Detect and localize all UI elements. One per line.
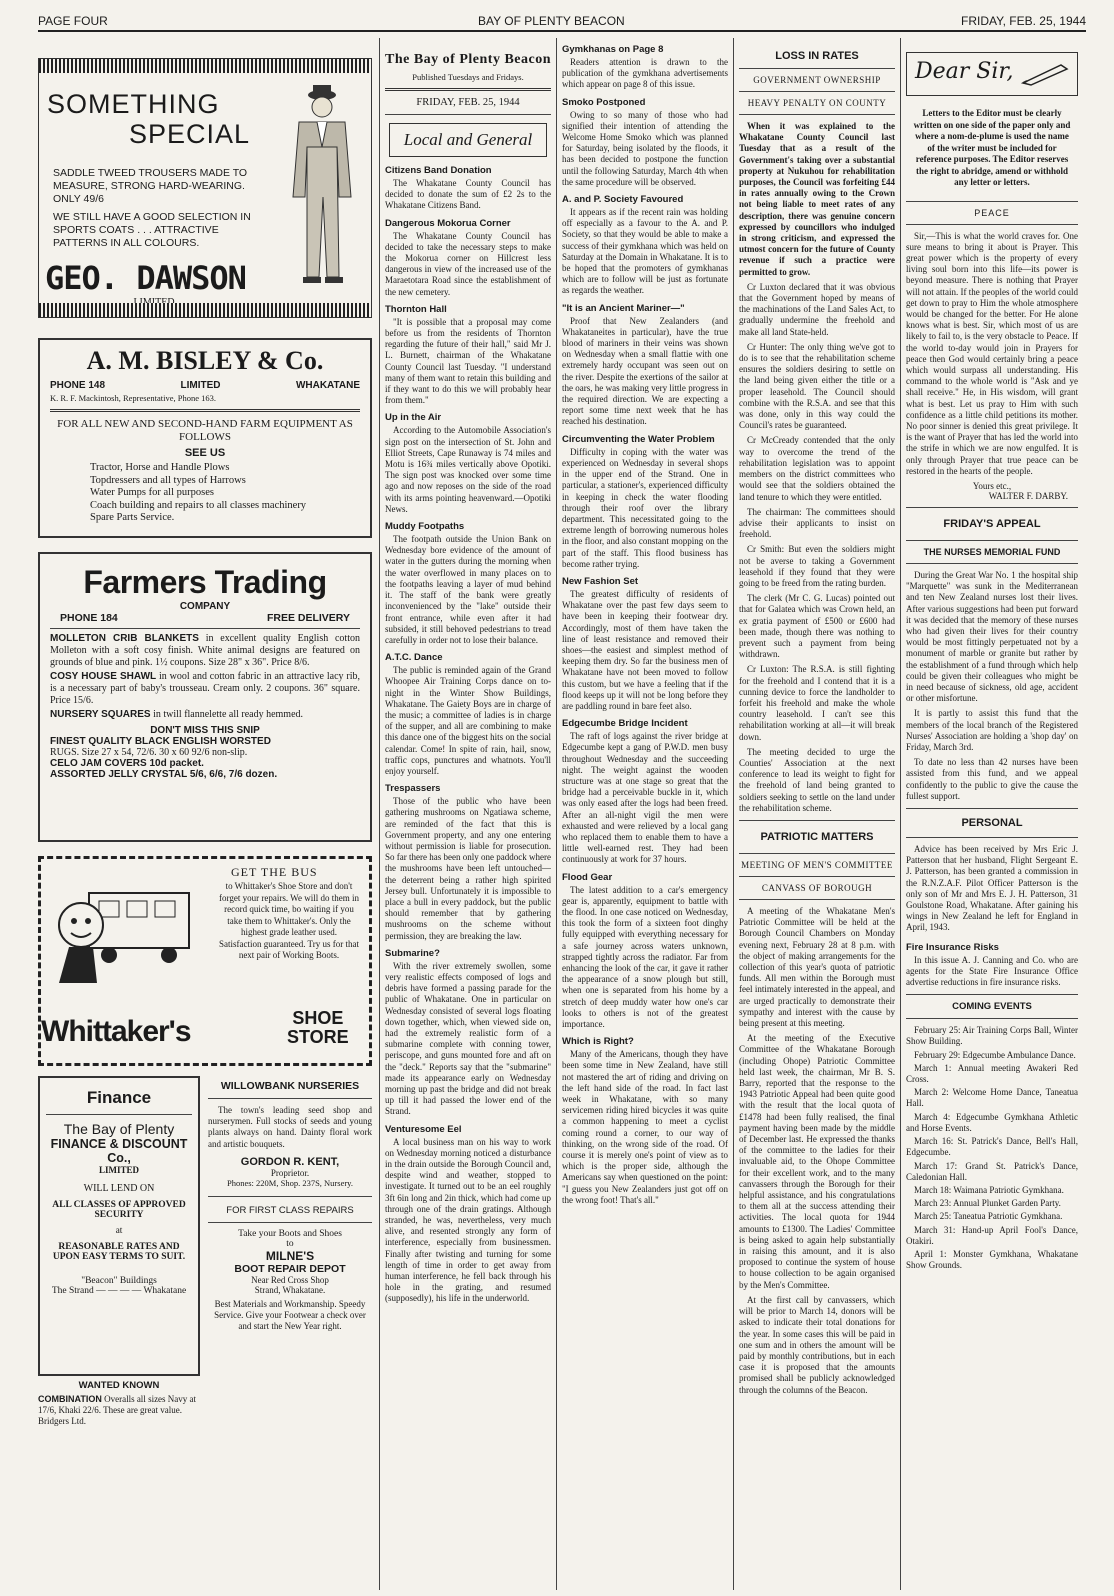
- news-item-text: Proof that New Zealanders (and Whakataneites in particular), have the true blood of mariners in their veins was shown on Wednesday when a small flattie with one extremely hardy occupant was seen out on the river. Despite the exertions of the sailor at the oars, he was making very little progress in the required direction. We are expecting a report some time next week that he has reached his destination.: [562, 315, 728, 427]
- event-item: April 1: Monster Gymkhana, Whakatane Show Grounds.: [906, 1248, 1078, 1271]
- product-shawl: COSY HOUSE SHAWL in wool and cotton fabric in an attractive lacy rib, is a necessary part of baby's trousseau. Cream only. 2 coupons. 36" square. Price 15/6.: [50, 671, 360, 706]
- ad-text: The town's leading seed shop and nurserymen. Full stocks of seeds and young plants always on hand. Dainty floral work and artistic bouquets.: [208, 1105, 372, 1149]
- article-subheading: HEAVY PENALTY ON COUNTY: [747, 98, 887, 108]
- ad-text: to Whittaker's Shoe Store and don't forget your repairs. We will do them in record quick time, bo waiting if you take them to Whittaker's. Only the highest grade leather used. Satisfaction guaranteed. Try us for that next pair of Working Boots.: [219, 881, 359, 960]
- at-label: at: [115, 1226, 123, 1236]
- shop-name: MILNE'S: [265, 1248, 315, 1263]
- news-item-text: The greatest difficulty of residents of Whakatane over the past few days seem to have been in keeping their footwear dry. Accordingly, most of them have taken the line of least resistance and removed their shoes—the easiest and simplest method of keeping them dry. So far the business men of Whakatane have not been moved to follow this custom, but we have a feeling that if the flood keeps up it will not be long before they are paddling round in bare feet also.: [562, 588, 728, 711]
- page-header: [38, 8, 1086, 32]
- news-item-text: "It is possible that a proposal may come before us from the residents of Thornton regarding the future of their hall," said Mr J. L. Burnett, chairman of the Whakatane County Council last Tuesday. "I understand many of them want to retain this building and if they want to do this we will probably hear from them.": [385, 316, 551, 406]
- article-subheading: MEETING OF MEN'S COMMITTEE: [741, 859, 893, 870]
- bisley-advertisement: [38, 338, 372, 538]
- paragraph: The clerk (Mr C. G. Lucas) pointed out that for Galatea which was Crown held, an ex gratia payment of £500 or £600 had been made, though there was nothing to prevent such a payment from being withdrawn.: [739, 593, 895, 660]
- events-list: [906, 1025, 1078, 1271]
- news-item-headline: A. and P. Society Favoured: [562, 194, 684, 206]
- wanted-known-text: COMBINATION Overalls all sizes Navy at 17/6, Khaki 22/6. These are great value. Bridgers Ltd.: [38, 1394, 197, 1426]
- ad-title: FOR FIRST CLASS REPAIRS: [226, 1204, 354, 1216]
- issue-date: FRIDAY, FEB. 25, 1944: [416, 97, 520, 108]
- local-news-list: [385, 165, 551, 1305]
- whittaker-advertisement: [38, 856, 372, 1066]
- news-item-text: Owing to so many of those who had signified their intention of attending the Welcome Home Smoko which was planned for Saturday, being isolated by the floods, it has been decided to postpone the function until the following Saturday, March 4th when the same procedure will be observed.: [562, 109, 728, 187]
- phone-number: PHONE 148: [50, 380, 106, 391]
- column-divider: [379, 38, 380, 1590]
- store-name: Whittaker's: [41, 1015, 191, 1048]
- news-item-text: The footpath outside the Union Bank on Wednesday bore evidence of the amount of water in the gutters during the morning when the water overflowed in many places on to the footpaths leaving a layer of mud behind it. The staff of the bank were greatly inconvenienced by the "lake" outside their front entrance, while even after it had subsided, it still behoved pedestrians to tread carefully in order not to lose their balance.: [385, 534, 551, 645]
- publication-days: Published Tuesdays and Fridays.: [412, 72, 524, 82]
- news-item-headline: Dangerous Mokorua Corner: [385, 217, 511, 229]
- see-us-label: SEE US: [184, 447, 226, 459]
- news-item-text: The raft of logs against the river bridge at Edgecumbe kept a gang of P.W.D. men busy throughout Wednesday and the succeeding night. The weight against the wooden structure was at one stage so great that the bridge had a perceivable buckle in it, which was only eased after the logs had been freed. After an all-night vigil the men were exhausted and were relieved by a local gang who replaced them to enable them to have a little well-earned rest. They had been continuously at work for 37 hours.: [562, 731, 728, 865]
- proprietor-label: Proprietor.: [270, 1167, 310, 1178]
- ad-title: Finance: [86, 1088, 152, 1107]
- article-headline: LOSS IN RATES: [775, 50, 859, 62]
- delivery-label: FREE DELIVERY: [266, 612, 350, 624]
- news-column-5: [906, 38, 1078, 1590]
- news-item-text: Difficulty in coping with the water was experienced on Wednesday in several shops in the upper end of the Strand. One in particular, a stationer's, experienced difficulty in keeping in check the water flooding through their roof over the library department. This necessitated going to the extreme length of borrowing numerous holes in the floor, and also constant mopping on the part of the staff. This flood business has become rather trying.: [562, 446, 728, 569]
- list-item: Topdressers and all types of Harrows: [90, 474, 246, 486]
- pen-icon: [1021, 61, 1071, 87]
- news-column-3: [562, 38, 728, 1590]
- page-number: PAGE FOUR: [38, 14, 108, 28]
- event-item: March 4: Edgecumbe Gymkhana Athletic and Horse Events.: [906, 1111, 1078, 1133]
- letters-banner: [906, 52, 1078, 96]
- news-item-text: With the river extremely swollen, some very realistic effects composed of logs and debris have formed a passing parade for the public of Whakatane. One in particular on Wednesday consisted of several logs floating down together, which, when viewed side on, had the extremely realistic form of a submarine complete with conning tower, periscope, and guns mounted fore and aft on the "deck." Reports say that the "submarine" made its appearance early on Wednesday morning up past the bridge and did not break up till it had passed the lower end of the Strand.: [385, 960, 551, 1117]
- company-name: The Bay of Plenty: [63, 1121, 175, 1137]
- paragraph: Cr Smith: But even the soldiers might not be averse to taking a Government leasehold if they found that they were going to be freed from the rating burden.: [739, 544, 895, 588]
- phone-numbers: Phones: 220M, Shop. 237S, Nursery.: [226, 1177, 353, 1188]
- issue-date: FRIDAY, FEB. 25, 1944: [961, 14, 1086, 28]
- limited-label: LIMITED: [180, 380, 221, 391]
- paragraph: The meeting decided to urge the Counties' Association at the next conference to lead its weight to fight for the freehold of land being granted to soldiers seeking to settle on the land under the rehabilitation scheme.: [739, 746, 895, 813]
- store-name: GEO. DAWSON: [45, 259, 246, 297]
- willowbank-advertisement: [208, 1080, 372, 1188]
- article-subheading: THE NURSES MEMORIAL FUND: [923, 546, 1061, 557]
- dawson-advertisement: [38, 58, 372, 318]
- shoe-label: SHOE: [292, 1008, 344, 1028]
- trousers-text: SADDLE TWEED TROUSERS MADE TO MEASURE, STRONG HARD-WEARING. ONLY 49/6: [53, 167, 248, 205]
- news-item-headline: Circumventing the Water Problem: [562, 433, 715, 445]
- news-column-4: [739, 38, 895, 1590]
- event-item: March 23: Annual Plunket Garden Party.: [914, 1198, 1061, 1209]
- event-item: March 1: Annual meeting Awakeri Red Cross.: [906, 1062, 1078, 1085]
- ad-text: Best Materials and Workmanship. Speedy Service. Give your Footwear a check over and start the New Year right.: [214, 1298, 366, 1331]
- fire-insurance-text: In this issue A. J. Canning and Co. who are agents for the State Fire Insurance Office advertise reductions in fire insurance risks.: [906, 954, 1078, 988]
- news-item-headline: Gymkhanas on Page 8: [562, 44, 664, 55]
- paragraph: It is partly to assist this fund that the members of the local branch of the Registered Nurses' Association are holding a 'shop day' on Friday, March 3rd.: [906, 708, 1078, 753]
- limited-label: LIMITED: [98, 1165, 139, 1175]
- event-item: March 17: Grand St. Patrick's Dance, Caledonian Hall.: [906, 1160, 1078, 1182]
- rates-label: REASONABLE RATES AND UPON EASY TERMS TO SUIT.: [52, 1242, 186, 1262]
- event-item: March 16: St. Patrick's Dance, Bell's Hall, Edgecumbe.: [906, 1136, 1078, 1158]
- company-name: FINANCE & DISCOUNT Co.,: [50, 1137, 188, 1165]
- rugs-prices: RUGS. Size 27 x 54, 72/6. 30 x 60 92/6 non-slip.: [50, 747, 248, 758]
- news-item-text: Those of the public who have been gathering mushrooms on Ngatiawa scheme, are reminded of the fact that this is Government property, and any one entering without permission is liable for prosecution. So far there has been only one paddock where the mushrooms have been left untouched—the deterrent being a rather high spirited Jersey bull. Unfortunately it is impossible to place a bull in every paddock, but the public should remember that by gathering mushrooms on the scheme without permission, they are breaking the law.: [385, 796, 551, 941]
- letter-text: Sir,—This is what the world craves for. One sure means to bring it about is Prayer. This great power which is the property of every living soul born into this life—its power is beyond measure. There is nothing that Prayer will not attain. If the peoples of the world could get down to pray to Him the whole atmosphere would be changed for the better. For He alone knows what is best. Sir, which most of us are likely to fail to, is the very obstacle to Peace. If the world to-day would join in Prayers for peace then God would certainly bring a peace which would surpass all understanding. His command to the whole world is "Ask and ye shall receive." He, in His wisdom, will grant what is best. Let us pray to Him with such confidence as a little child petitions its mother. No poor sinner is denied this great privilege. It is the want of Prayer that has led the world into the strife in which we are now engulfed. It is only through Prayer that true peace can be restored in the hearts of the people.: [906, 230, 1078, 476]
- company-name: Farmers Trading: [83, 564, 327, 600]
- article-headline: PERSONAL: [961, 817, 1023, 830]
- column-divider: [556, 38, 557, 1590]
- article-body: [739, 282, 895, 814]
- event-item: March 25: Taneatua Patriotic Gymkhana.: [914, 1211, 1063, 1222]
- coats-text: WE STILL HAVE A GOOD SELECTION IN SPORTS COATS . . . ATTRACTIVE PATTERNS IN ALL COLOURS.: [53, 211, 251, 249]
- letter-signature: WALTER F. DARBY.: [988, 490, 1068, 501]
- event-item: March 18: Waimana Patriotic Gymkhana.: [914, 1184, 1064, 1195]
- news-item-text: A local business man on his way to work on Wednesday morning noticed a disturbance in the drain outside the Borough Council and, despite wind and weather, stopped to investigate. It turned out to be an eel roughly 3ft 6in long and 2in thick, which had come up through one of the drain gratings. Although stranded, he was, nevertheless, very much alive, and resented strongly any form of interference, especially from businessmen. Finally after twisting and turning for some length of time in order to get away from human interference, he fell back through his hole in the grating, and resumed (supposedly), his life in the underworld.: [385, 1136, 551, 1304]
- article-headline: Fire Insurance Risks: [906, 941, 999, 953]
- news-item-headline: Up in the Air: [385, 412, 442, 424]
- address-line: "Beacon" Buildings: [81, 1276, 157, 1286]
- store-label: STORE: [287, 1027, 349, 1047]
- letters-policy: Letters to the Editor must be clearly written on one side of the paper only and where a nom-de-plume is used the name of the writer must be included for reference purposes. The Editor reserves the right to abridge, amend or withhold any letter or letters.: [913, 108, 1071, 187]
- milne-advertisement: [208, 1205, 372, 1332]
- news-item-headline: Citizens Band Donation: [385, 165, 492, 176]
- paragraph: Cr Luxton: The R.S.A. is still fighting for the freehold and I contend that it is a cunning device to force the landholder to forfeit his freehold and make the whole country leasehold. I can't see this rehabilitation working at all—it will break down.: [739, 664, 895, 742]
- event-item: February 25: Air Training Corps Ball, Winter Show Building.: [906, 1025, 1078, 1047]
- paragraph: The chairman: The committees should advise their applicants to insist on freehold.: [739, 506, 895, 540]
- paragraph: To date no less than 42 nurses have been assisted from this fund, and we appeal confidently to the public to give the cause the fullest support.: [906, 757, 1078, 801]
- news-item-headline: Thornton Hall: [385, 303, 447, 315]
- shop-name: BOOT REPAIR DEPOT: [234, 1262, 346, 1275]
- paragraph: During the Great War No. 1 the hospital ship "Marquette" was sunk in the Mediterranean and ten New Zealand nurses lost their lives. After various suggestions had been put forward it was decided that the memory of these nurses who had given their lives for their country would be most fittingly perpetuated not by a monument of marble or granite but rather by the establishment of a fund through which help could be given their colleagues who might be in need because of sickness, old age, accident or other misfortune.: [906, 569, 1078, 704]
- ad-headline: GET THE BUS: [231, 865, 318, 879]
- ad-text: Take your Boots and Shoes: [238, 1228, 342, 1239]
- advertisement-column: [38, 38, 372, 1590]
- product-blankets: MOLLETON CRIB BLANKETS in excellent quality English cotton Molleton with a soft cosy finish. White animal designs are featured on grounds of blue and pink. 1½ coupons. Size 28" x 36". Price 8/6.: [50, 633, 360, 668]
- notice-title: WANTED KNOWN: [78, 1380, 160, 1391]
- ad-headline: SOMETHING: [47, 89, 220, 119]
- company-name: A. M. BISLEY & Co.: [86, 346, 324, 375]
- paragraph: Cr Hunter: The only thing we've got to do is to see that the rehabilitation scheme ensures the soldiers desiring to settle on the land being given either the title or a proper leasehold. The Council should combine with the R.S.A. and see that this was done, only in this way could the Council's rates be guaranteed.: [739, 341, 895, 431]
- column-divider: [900, 38, 901, 1590]
- article-body: [906, 570, 1078, 802]
- news-item-headline: Muddy Footpaths: [385, 521, 465, 533]
- list-item: Spare Parts Service.: [90, 512, 175, 523]
- news-item-text: According to the Automobile Association's sign post on the intersection of St. John and Elliot Streets, Cape Runaway is 74 miles and Motu is 16¾ miles vertically above Opotiki. The sign post was knocked over some time ago and now reposes on the side of the road with its arms pointing heavenward.—Opotiki News.: [385, 425, 551, 514]
- dear-sir-heading: Dear Sir,: [915, 59, 1014, 84]
- celo-line: CELO JAM COVERS 10d packet.: [50, 758, 204, 769]
- news-item-text: Readers attention is drawn to the publication of the gymkhana advertisements which appear on page 8 of this issue.: [562, 57, 728, 90]
- news-item-text: The Whakatane County Council has decided to take the necessary steps to make the Mokorua corner on Hillcrest less dangerous in view of the increased use of the Maraetotara Road since the establishment of the new cemetery.: [385, 230, 551, 297]
- paragraph: At the meeting of the Executive Committee of the Whakatane Borough (including Ohope) Patriotic Committee held last week, the chairman, Mr B. S. Barry, reported that the response to the 1943 Patriotic Appeal had been quite good with the result that the local quota of £1478 had been fully realised, the final payment having been made by the middle of December last. He expressed the thanks of the committee to the ladies for their invaluable aid, to the Ohope Committee for their excellent work, and to the many canvassers through the Borough for their helpful assistance, and his congratulations to them all at the success attending their activities. The local quota for 1944 amounts to £1300. The Ladies' Committee is being asked to again help substantially in raising this amount, and it is also proposed to continue the system of house to house collection to be again organised by the Men's Committee.: [739, 1033, 895, 1290]
- news-item-text: Many of the Americans, though they have been some time in New Zealand, have still not mastered the art of riding and driving on the left hand side of the road. In fact last week in Whakatane, with so many servicemen riding hired bicycles it was quite a common happening to meet a cyclist coming round a corner, to our way of thinking, on the wrong side of the road. Of course it is merely one's point of view as to which is the proper side, although the Americans say when questioned on the point: "I guess you New Zealanders just got off on the wrong foot! That's all.": [562, 1049, 728, 1205]
- list-item: Water Pumps for all purposes: [90, 487, 214, 498]
- wanted-known-notice: [38, 1380, 200, 1391]
- news-item-text: The Whakatane County Council has decided to donate the sum of £2 2s to the Whakatane Citizens Band.: [385, 178, 551, 211]
- company-label: COMPANY: [179, 601, 231, 612]
- equipment-intro: FOR ALL NEW AND SECOND-HAND FARM EQUIPMENT AS FOLLOWS: [57, 418, 353, 443]
- jelly-line: ASSORTED JELLY CRYSTAL 5/6, 6/6, 7/6 dozen.: [50, 769, 278, 780]
- list-item: Coach building and repairs to all classes machinery: [90, 499, 307, 511]
- news-item-headline: New Fashion Set: [562, 575, 639, 587]
- finance-advertisement: [38, 1076, 200, 1376]
- news-item-headline: Which is Right?: [562, 1036, 634, 1048]
- section-heading: Local and General: [389, 123, 547, 157]
- security-label: ALL CLASSES OF APPROVED SECURITY: [52, 1200, 186, 1220]
- phone-number: PHONE 184: [60, 612, 118, 624]
- town-name: WHAKATANE: [295, 380, 360, 391]
- ad-headline: SPECIAL: [129, 119, 251, 149]
- event-item: February 29: Edgecumbe Ambulance Dance.: [914, 1049, 1076, 1060]
- article-subheading: CANVASS OF BOROUGH: [761, 882, 873, 893]
- paper-name: BAY OF PLENTY BEACON: [478, 14, 625, 28]
- letter-closing: Yours etc.,: [972, 480, 1012, 491]
- rugs-line: FINEST QUALITY BLACK ENGLISH WORSTED: [50, 736, 271, 747]
- address-line: The Strand — — — — Whakatane: [51, 1286, 187, 1296]
- news-column-2: [385, 38, 551, 1590]
- local-news-list: [562, 44, 728, 1206]
- event-item: March 2: Welcome Home Dance, Taneatua Hall.: [906, 1087, 1078, 1109]
- news-item-text: The latest addition to a car's emergency gear is, apparently, equipment to battle with the flood. In one case noticed on Wednesday, this took the form of a sixteen foot dinghy fully equipped with everything necessary for a safe journey across waters unknown, strapped tightly across the radiator. Far from enhancing the look of the car, it gave it rather the appearance of a snow plough but still, when one is separated from his home by a stretch of deep muddy water how one's car looks to others is not of the greatest importance.: [562, 884, 728, 1030]
- event-item: March 31: Hand-up April Fool's Dance, Otakiri.: [906, 1224, 1078, 1246]
- news-item-headline: "It is an Ancient Mariner—": [562, 302, 685, 314]
- news-item-headline: Flood Gear: [562, 871, 613, 883]
- paragraph: Cr McCready contended that the only way to overcome the trend of the rehabilitation legislation was to appoint members on the district committees who would see that the soldiers obtained the land tenure to which they were entitled.: [739, 435, 895, 502]
- news-item-headline: Venturesome Eel: [385, 1123, 462, 1135]
- address-line: Strand, Whakatane.: [254, 1284, 326, 1295]
- news-item-headline: Trespassers: [385, 783, 441, 795]
- ad-border-bottom: [39, 303, 371, 317]
- article-lead: When it was explained to the Whakatane County Council last Tuesday that as a result of the Government's taking over a substantial property at Nukuhou for rehabilitation purposes, the Council was forfeiting £44 in rates annually owing to the Crown not being liable to meet rates of any description, there was genuine concern expressed by councillors who indulged in strong criticism, and expressed the utmost concern for the future of County revenue if such a practice were permitted to grow.: [739, 121, 895, 277]
- article-headline: FRIDAY'S APPEAL: [943, 517, 1041, 530]
- article-body: [739, 906, 895, 1396]
- column-divider: [733, 38, 734, 1590]
- letter-title: PEACE: [974, 207, 1010, 218]
- paragraph: At the first call by canvassers, which will be prior to March 14, donors will be asked to indicate their total donations for the year. In some cases this will be paid in one sum and in others the amount will be paid by monthly contributions, but in each case it is proposed that the amounts promised shall be publicly acknowledged through the columns of the Beacon.: [739, 1294, 895, 1395]
- snip-label: DON'T MISS THIS SNIP: [150, 725, 260, 736]
- paragraph: Cr Luxton declared that it was obvious that the Government hoped by means of the machinations of the Land Sales Act, to gradually undermine the freehold and make all land State-held.: [739, 281, 895, 337]
- list-item: Tractor, Horse and Handle Plows: [90, 462, 230, 473]
- product-squares: NURSERY SQUARES in twill flannelette all ready hemmed.: [50, 709, 304, 720]
- address-line: Near Red Cross Shop: [251, 1274, 329, 1285]
- news-item-headline: Submarine?: [385, 947, 440, 959]
- news-item-headline: Edgecumbe Bridge Incident: [562, 718, 688, 730]
- events-heading: COMING EVENTS: [952, 1001, 1032, 1013]
- lend-label: WILL LEND ON: [83, 1183, 155, 1194]
- article-headline: PATRIOTIC MATTERS: [760, 830, 874, 843]
- article-subheading: GOVERNMENT OWNERSHIP: [753, 75, 881, 85]
- news-item-text: The public is reminded again of the Grand Whoopee Air Training Corps dance on to-night in the Winter Show Buildings, Whakatane. The Gaiety Boys are in charge of the music; a committee of ladies is in charge of the supper, and all are combining to make this dance one of the biggest hits on the social calendar. Come! In spite of rain, hail, snow, traffic cops, punctures and whatnots. You'll enjoy yourself.: [385, 665, 551, 776]
- ad-text: to: [286, 1238, 294, 1249]
- man-in-suit-illustration: [277, 77, 367, 289]
- ad-title: WILLOWBANK NURSERIES: [220, 1080, 360, 1092]
- news-item-headline: A.T.C. Dance: [385, 652, 443, 664]
- ad-border-top: [39, 59, 371, 73]
- equipment-list: [50, 462, 360, 525]
- paragraph: A meeting of the Whakatane Men's Patriotic Committee will be held at the Borough Council Chambers on Monday evening next, February 28 at 8 p.m. with the object of making arrangements for the collection of this year's quota of patriotic funds. All men within the Borough must feel intimately interested in the appeal, and are urged practically to demonstrate their sympathy and interest with the cause by being present at this meeting.: [739, 905, 895, 1029]
- paper-title: The Bay of Plenty Beacon: [385, 52, 551, 67]
- representative-line: K. R. F. Mackintosh, Representative, Phone 163.: [50, 393, 216, 403]
- news-item-headline: Smoko Postponed: [562, 96, 646, 108]
- news-item-text: It appears as if the recent rain was holding off especially as a favour to the A. and P. Society, so that they would be able to make a success of their gymkhana which was held on Saturday at the Domain in Whakatane. It is to be hoped that the promoters of gymkhanas which are to follow will be just as fortunate as regards the weather.: [562, 207, 728, 296]
- personal-text: Advice has been received by Mrs Eric J. Patterson that her husband, Flight Sergeant E. J. Patterson, has been granted a commission in the R.N.Z.A.F. Pilot Officer Patterson is the only son of Mr and Mrs E. J. H. Patterson, 31 Goulstone Road, Whakatane. After gaining his wings in New Zealand he left for England in April, 1943.: [906, 844, 1078, 933]
- proprietor-name: GORDON R. KENT,: [240, 1155, 340, 1168]
- farmers-trading-advertisement: [38, 552, 372, 842]
- boot-character-illustration: [49, 873, 199, 993]
